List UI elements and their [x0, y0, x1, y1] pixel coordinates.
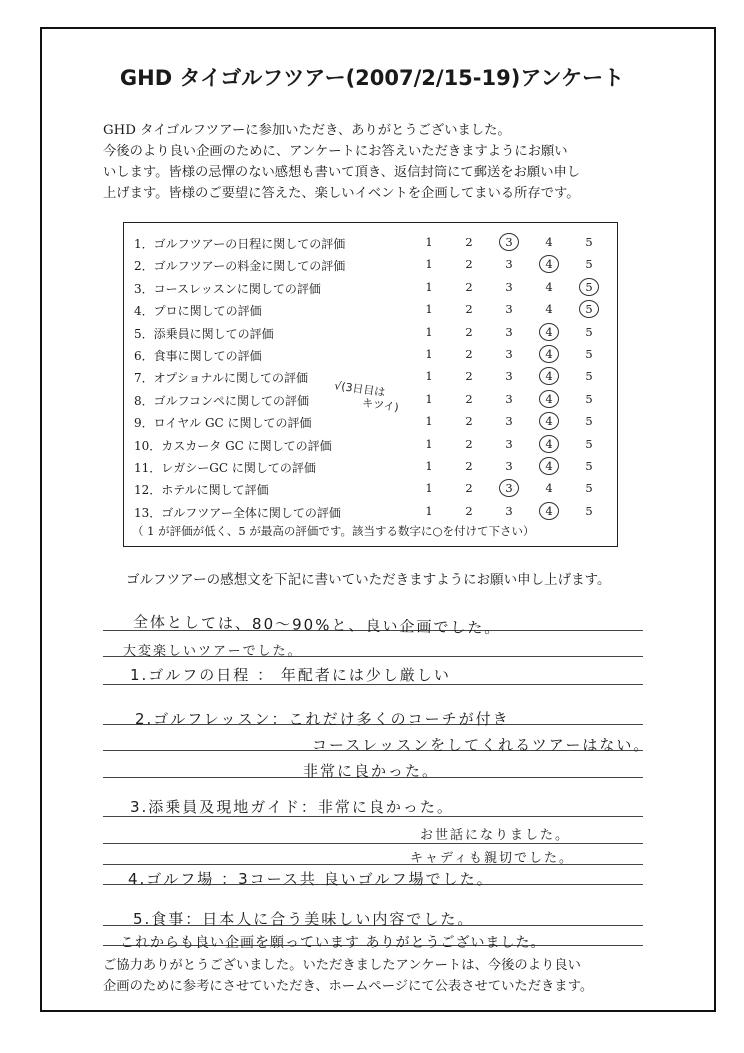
- rating-option[interactable]: 2: [465, 481, 473, 496]
- rating-row: [124, 478, 617, 500]
- rating-option[interactable]: 4: [545, 257, 553, 272]
- rating-option[interactable]: 3: [505, 481, 513, 496]
- question-label: 11．レガシーGC に関しての評価: [134, 461, 316, 475]
- rating-option[interactable]: 3: [505, 436, 513, 451]
- selected-circle: [539, 435, 559, 453]
- selected-circle: [579, 278, 599, 296]
- rating-option[interactable]: 1: [425, 503, 433, 518]
- rating-option[interactable]: 5: [585, 414, 593, 429]
- rating-option[interactable]: 5: [585, 436, 593, 451]
- rating-option[interactable]: 4: [545, 302, 553, 317]
- handwritten-line: お世話になりました。: [420, 828, 571, 843]
- rating-option[interactable]: 5: [585, 391, 593, 406]
- rating-option[interactable]: 3: [505, 324, 513, 339]
- rating-option[interactable]: 2: [465, 503, 473, 518]
- rating-option[interactable]: 1: [425, 481, 433, 496]
- selected-circle: [499, 233, 519, 251]
- question-label: 7．オプショナルに関しての評価: [134, 371, 308, 386]
- rating-row: [124, 322, 617, 344]
- rating-option[interactable]: 5: [585, 257, 593, 272]
- selected-circle: [539, 255, 559, 273]
- question-label: 9．ロイヤル GC に関しての評価: [134, 416, 312, 431]
- margin-note-line: √(3日目は: [333, 379, 387, 400]
- rating-option[interactable]: 2: [465, 235, 473, 249]
- intro-line: いします。皆様の忌憚のない感想も書いて頂き、返信封筒にて郵送をお願い申し: [103, 165, 581, 180]
- rating-option[interactable]: 1: [425, 436, 433, 451]
- rating-row: [124, 254, 617, 276]
- rating-option[interactable]: 2: [465, 257, 473, 272]
- rating-option[interactable]: 5: [585, 503, 593, 518]
- handwritten-line: キャディも親切でした。: [410, 851, 574, 866]
- rating-option[interactable]: 3: [505, 391, 513, 406]
- selected-circle: [539, 457, 559, 475]
- question-label: 6．食事に関しての評価: [134, 349, 262, 363]
- handwritten-line: コースレッスンをしてくれるツアーはない。: [312, 736, 651, 754]
- rating-option[interactable]: 2: [465, 414, 473, 429]
- selected-circle: [579, 300, 599, 318]
- rating-option[interactable]: 2: [465, 459, 473, 473]
- handwritten-line: 大変楽しいツアーでした。: [123, 644, 303, 659]
- handwritten-line: これからも良い企画を願っています ありがとうございました。: [120, 935, 546, 951]
- footer-line: ご協力ありがとうございました。いただきましたアンケートは、今後のより良い: [103, 958, 581, 973]
- question-label: 4．プロに関しての評価: [134, 304, 262, 319]
- selected-circle: [539, 323, 559, 341]
- rating-row: [124, 277, 617, 299]
- rating-option[interactable]: 5: [585, 459, 593, 473]
- footer-text: [103, 955, 663, 997]
- rating-option[interactable]: 3: [505, 459, 513, 473]
- rating-option[interactable]: 1: [425, 302, 433, 317]
- rating-option[interactable]: 3: [505, 347, 513, 361]
- feedback-prompt: ゴルフツアーの感想文を下記に書いていただきますようにお願い申し上げます。: [126, 572, 611, 588]
- question-label: 10．カスカータ GC に関しての評価: [134, 438, 332, 453]
- rating-option[interactable]: 1: [425, 459, 433, 473]
- intro-line: 上げます。皆様のご要望に答えた、楽しいイベントを企画してまいる所存です。: [103, 186, 580, 201]
- selected-circle: [499, 479, 519, 497]
- scale-note: （ 1 が評価が低く、5 が最高の評価です。該当する数字に○を付けて下さい）: [132, 524, 535, 538]
- handwritten-line: 1.ゴルフの日程 ： 年配者には少し厳しい: [130, 666, 451, 684]
- rating-option[interactable]: 5: [585, 302, 593, 317]
- rating-row: [124, 501, 617, 523]
- rating-option[interactable]: 3: [505, 503, 513, 518]
- question-label: 2．ゴルフツアーの料金に関しての評価: [134, 259, 346, 274]
- handwritten-line: 非常に良かった。: [303, 762, 440, 780]
- rating-option[interactable]: 4: [545, 235, 553, 249]
- rating-option[interactable]: 4: [545, 459, 553, 473]
- selected-circle: [539, 412, 559, 430]
- rating-option[interactable]: 4: [545, 414, 553, 429]
- rating-row: [124, 411, 617, 433]
- rating-option[interactable]: 3: [505, 302, 513, 317]
- question-label: 13．ゴルフツアー全体に関しての評価: [134, 505, 341, 520]
- rating-option[interactable]: 4: [545, 347, 553, 361]
- rating-option[interactable]: 1: [425, 235, 433, 249]
- selected-circle: [539, 502, 559, 520]
- rating-option[interactable]: 2: [465, 391, 473, 406]
- selected-circle: [539, 390, 559, 408]
- rating-option[interactable]: 2: [465, 369, 473, 384]
- question-label: 8．ゴルフコンペに関しての評価: [134, 393, 310, 408]
- intro-line: GHD タイゴルフツアーに参加いただき、ありがとうございました。: [103, 123, 511, 138]
- handwritten-line: 3.添乗員及現地ガイド：非常に良かった。: [130, 798, 454, 816]
- rating-option[interactable]: 3: [505, 279, 513, 294]
- rating-option[interactable]: 2: [465, 347, 473, 361]
- rating-option[interactable]: 3: [505, 369, 513, 384]
- ruled-line: [103, 843, 643, 844]
- question-label: 3．コースレッスンに関しての評価: [134, 281, 321, 296]
- rating-option[interactable]: 5: [585, 235, 593, 249]
- footer-line: 企画のために参考にさせていただき、ホームページにて公表させていただきます。: [103, 979, 594, 994]
- rating-option[interactable]: 1: [425, 257, 433, 272]
- rating-option[interactable]: 2: [465, 279, 473, 294]
- rating-option[interactable]: 4: [545, 391, 553, 406]
- rating-option[interactable]: 4: [545, 481, 553, 496]
- handwritten-line: 2.ゴルフレッスン：これだけ多くのコーチが付き: [135, 710, 510, 728]
- rating-option[interactable]: 5: [585, 347, 593, 361]
- handwritten-line: 4.ゴルフ場 ：3コース共 良いゴルフ場でした。: [128, 870, 494, 888]
- rating-option[interactable]: 5: [585, 324, 593, 339]
- rating-option[interactable]: 3: [505, 414, 513, 429]
- handwritten-line: 5.食事：日本人に合う美味しい内容でした。: [133, 910, 475, 928]
- rating-option[interactable]: 1: [425, 391, 433, 406]
- question-label: 5．添乗員に関しての評価: [134, 326, 274, 341]
- rating-option[interactable]: 2: [465, 302, 473, 317]
- rating-option[interactable]: 1: [425, 324, 433, 339]
- rating-option[interactable]: 1: [425, 369, 433, 384]
- rating-option[interactable]: 3: [505, 257, 513, 272]
- rating-option[interactable]: 4: [545, 436, 553, 451]
- question-label: 12．ホテルに関して評価: [134, 483, 269, 498]
- rating-option[interactable]: 4: [545, 279, 553, 294]
- rating-option[interactable]: 1: [425, 347, 433, 361]
- rating-option[interactable]: 1: [425, 279, 433, 294]
- rating-option[interactable]: 5: [585, 279, 593, 294]
- rating-option[interactable]: 4: [545, 503, 553, 518]
- rating-row: [124, 456, 617, 478]
- rating-option[interactable]: 2: [465, 436, 473, 451]
- rating-row: [124, 232, 617, 254]
- page-title: GHD タイゴルフツアー(2007/2/15-19)アンケート: [119, 66, 625, 90]
- intro-text: [103, 120, 663, 204]
- handwritten-line: 全体としては、80〜90%と、良い企画でした。: [132, 612, 502, 638]
- rating-option[interactable]: 3: [505, 235, 513, 249]
- margin-note-line: キツイ): [361, 396, 400, 415]
- intro-line: 今後のより良い企画のために、アンケートにお答えいただきますようにお願い: [103, 144, 568, 159]
- rating-option[interactable]: 4: [545, 369, 553, 384]
- rating-option[interactable]: 2: [465, 324, 473, 339]
- question-label: 1．ゴルフツアーの日程に関しての評価: [134, 237, 346, 251]
- selected-circle: [539, 367, 559, 385]
- rating-row: [124, 434, 617, 456]
- rating-option[interactable]: 1: [425, 414, 433, 429]
- rating-row: [124, 299, 617, 321]
- rating-option[interactable]: 5: [585, 369, 593, 384]
- rating-option[interactable]: 4: [545, 324, 553, 339]
- rating-option[interactable]: 5: [585, 481, 593, 496]
- rating-row: [124, 344, 617, 366]
- selected-circle: [539, 345, 559, 363]
